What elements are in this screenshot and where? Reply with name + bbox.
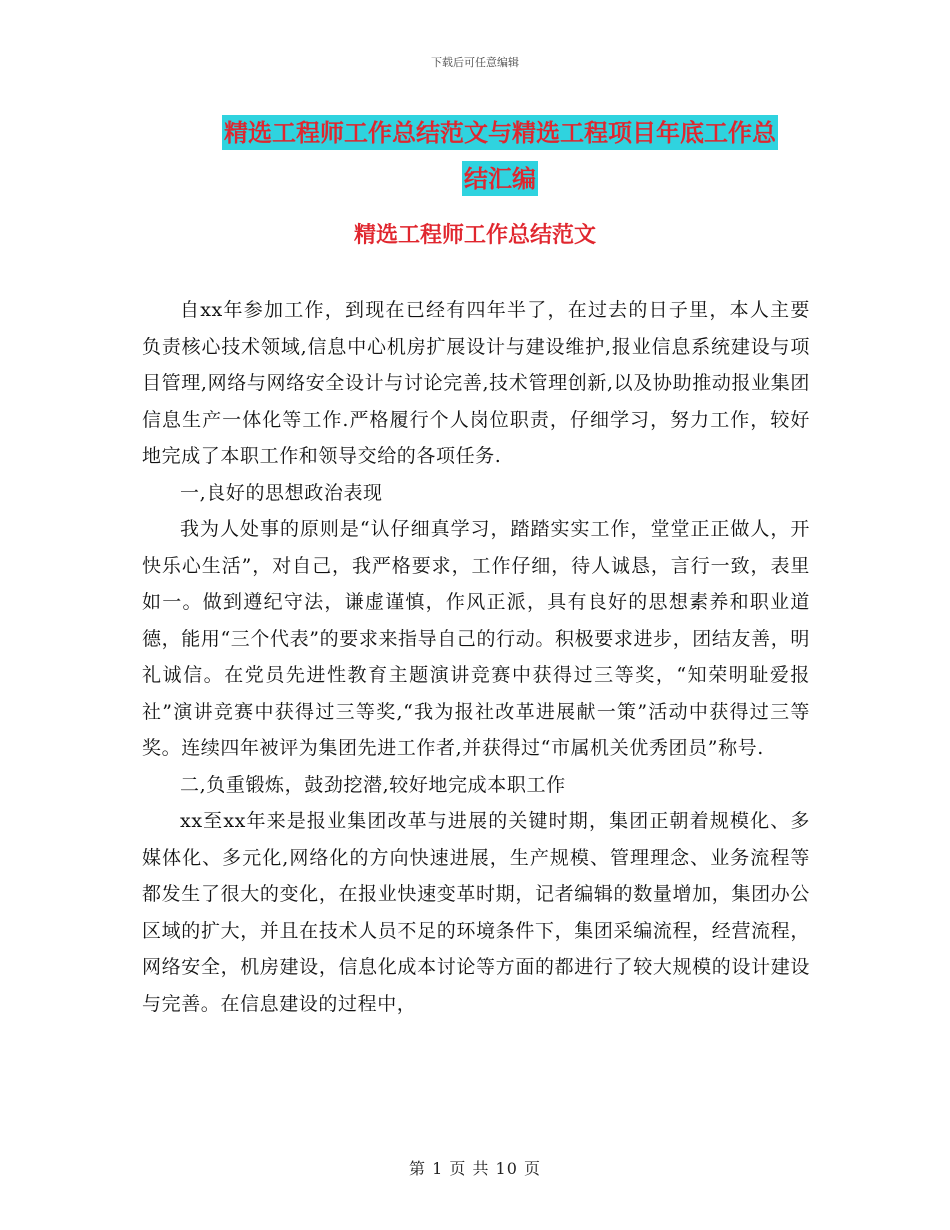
paragraph-work: xx至xx年来是报业集团改革与进展的关键时期，集团正朝着规模化、多媒体化、多元化,网络化的方向快速进展，生产规模、管理理念、业务流程等都发生了很大的变化，在报业快速变革时期，记者编辑的数量增加，集团办公区域的扩大，并且在技术人员不足的环境条件下，集团采编流程，经营流程，网络安全，机房建设，信息化成本讨论等方面的都进行了较大规模的设计建设与完善。在信息建设的过程中， [142, 810, 810, 1015]
title-line-1: 精选工程师工作总结范文与精选工程项目年底工作总 [222, 115, 778, 150]
heading-political: 一,良好的思想政治表现 [180, 481, 383, 504]
paragraph-political: 我为人处事的原则是“认仔细真学习，踏踏实实工作，堂堂正正做人，开快乐心生活”，对自己，我严格要求，工作仔细，待人诚恳，言行一致，表里如一。做到遵纪守法，谦虚谨慎，作风正派，具有良好的思想素养和职业道德，能用“三个代表”的要求来指导自己的行动。积极要求进步，团结友善，明礼诚信。在党员先进性教育主题演讲竞赛中获得过三等奖，“知荣明耻爱报社”演讲竞赛中获得过三等奖,“我为报社改革进展献一策”活动中获得过三等奖。连续四年被评为集团先进工作者,并获得过“市属机关优秀团员”称号. [142, 518, 810, 759]
header-note: 下载后可任意编辑 [431, 56, 519, 69]
heading-work: 二,负重锻炼，鼓劲挖潜,较好地完成本职工作 [180, 773, 566, 796]
document-title [190, 110, 810, 202]
title-line-2: 结汇编 [462, 161, 538, 196]
page-number: 第 1 页 共 10 页 [409, 1159, 541, 1178]
body-text [142, 292, 810, 1022]
paragraph-intro: 自xx年参加工作，到现在已经有四年半了，在过去的日子里，本人主要负责核心技术领域,信息中心机房扩展设计与建设维护,报业信息系统建设与项目管理,网络与网络安全设计与讨论完善,技术管理创新,以及协助推动报业集团信息生产一体化等工作.严格履行个人岗位职责，仔细学习，努力工作，较好地完成了本职工作和领导交给的各项任务. [142, 299, 810, 467]
section-title: 精选工程师工作总结范文 [353, 222, 596, 248]
